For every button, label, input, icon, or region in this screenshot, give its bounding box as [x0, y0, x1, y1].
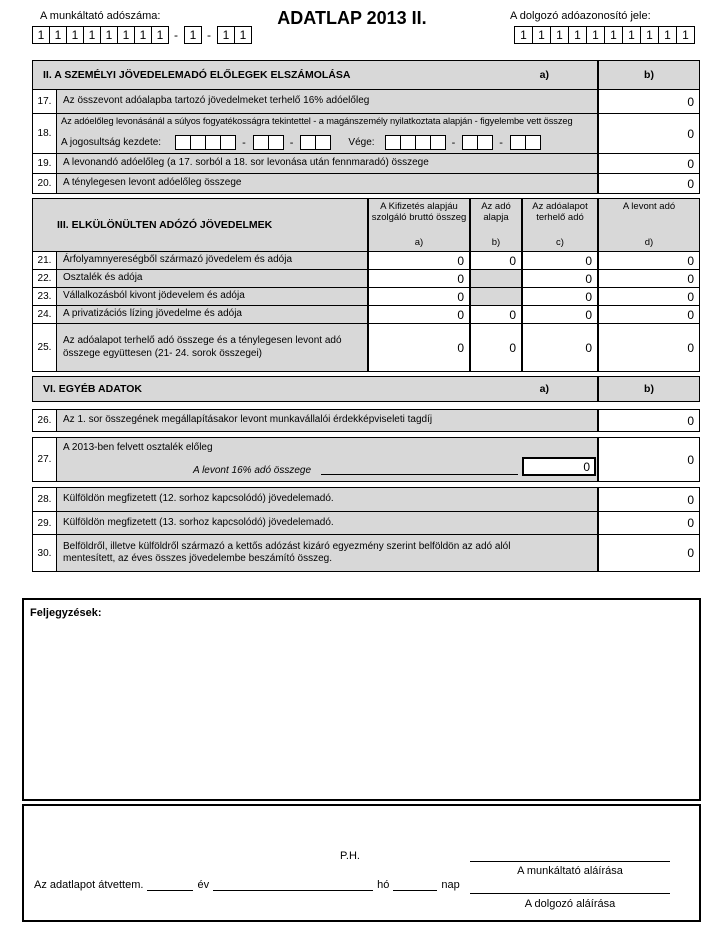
employee-signature-line[interactable]	[470, 878, 670, 894]
table-row	[33, 89, 699, 113]
date-box[interactable]	[385, 135, 401, 150]
col-header-letter: c)	[556, 237, 564, 249]
digit-box[interactable]: 1	[83, 26, 101, 44]
table-row	[33, 153, 699, 173]
employer-signature-line[interactable]	[470, 846, 670, 862]
row-number: 25.	[33, 324, 57, 371]
col-header-label: A levont adó	[622, 201, 676, 212]
value-cell-d[interactable]: 0	[597, 324, 699, 371]
row-number: 28.	[33, 488, 57, 511]
signature-box	[22, 804, 701, 922]
col-header-letter: a)	[414, 237, 424, 249]
row-label: Külföldön megfizetett (13. sorhoz kapcsolódó) jövedelemadó.	[57, 512, 597, 534]
dash-separator: -	[499, 136, 503, 149]
disabled-cell	[469, 288, 521, 305]
table-row	[33, 410, 699, 431]
row-label: Az 1. sor összegének megállapításakor levont munkavállalói érdekképviseleti tagdíj	[57, 410, 597, 431]
column-a-label: a)	[539, 69, 549, 81]
day-label: nap	[441, 879, 460, 891]
row-label: Az adóalapot terhelő adó összege és a ténylegesen levont adó összege együttesen (21- 24. sorok összegei)	[57, 324, 367, 371]
digit-box[interactable]: 1	[622, 26, 641, 44]
value-cell-c[interactable]: 0	[521, 288, 597, 305]
value-cell-a[interactable]: 0	[367, 306, 469, 323]
row-label: Belföldről, illetve külföldről származó a kettős adózást kizáró egyezmény szerint belföldön az adó alól mentesített, az éves összes jövedelembe beszámító összeg.	[57, 535, 597, 571]
date-box[interactable]	[315, 135, 331, 150]
row-27-sub-label: A levont 16% adó összege	[193, 465, 312, 476]
digit-box[interactable]: 1	[151, 26, 169, 44]
digit-box[interactable]: 1	[604, 26, 623, 44]
row-number: 26.	[33, 410, 57, 431]
value-cell[interactable]: 0	[597, 438, 699, 481]
date-box[interactable]	[430, 135, 446, 150]
date-box[interactable]	[510, 135, 526, 150]
row-27-amount-box[interactable]: 0	[522, 457, 596, 476]
value-cell-c[interactable]: 0	[521, 252, 597, 269]
column-b-label: b)	[597, 377, 699, 401]
eligibility-date-line	[61, 135, 593, 150]
row-label: A ténylegesen levont adóelőleg összege	[57, 174, 597, 193]
disabled-cell	[469, 270, 521, 287]
row-27-content	[57, 438, 597, 481]
date-box[interactable]	[415, 135, 431, 150]
digit-box[interactable]: 1	[184, 26, 202, 44]
row-27-underline	[321, 463, 518, 475]
value-cell[interactable]: 0	[597, 535, 699, 571]
value-cell[interactable]: 0	[597, 174, 699, 193]
year-blank-line[interactable]	[147, 878, 193, 891]
row-number: 19.	[33, 154, 57, 173]
col-header-letter: d)	[644, 237, 654, 249]
digit-box[interactable]: 1	[234, 26, 252, 44]
form-title: ADATLAP 2013 II.	[277, 8, 427, 28]
row-label: A privatizációs lízing jövedelme és adója	[57, 306, 367, 323]
value-cell-a[interactable]: 0	[367, 252, 469, 269]
digit-box[interactable]: 1	[640, 26, 659, 44]
stamp-ph-label: P.H.	[340, 850, 360, 862]
row-label: Az adóelőleg levonásánál a súlyos fogyatékosságra tekintettel - a magánszemély nyilatkoztata alapján - figyelembe vett összeg	[61, 116, 573, 126]
section-ii-header-left	[33, 61, 597, 89]
date-box[interactable]	[268, 135, 284, 150]
table-row	[33, 488, 699, 511]
dash-separator: -	[242, 136, 246, 149]
value-cell[interactable]: 0	[597, 512, 699, 534]
row-number: 22.	[33, 270, 57, 287]
column-header-a	[367, 199, 469, 251]
digit-box[interactable]: 1	[134, 26, 152, 44]
value-cell[interactable]: 0	[597, 90, 699, 113]
table-row	[33, 269, 699, 287]
table-row	[33, 511, 699, 534]
row-label: Árfolyamnyereségből származó jövedelem és adója	[57, 252, 367, 269]
table-row	[33, 438, 699, 481]
date-end-label: Vége:	[348, 137, 375, 148]
row-number: 23.	[33, 288, 57, 305]
value-cell-c[interactable]: 0	[521, 270, 597, 287]
section-iii-title: III. ELKÜLÖNÜLTEN ADÓZÓ JÖVEDELMEK	[33, 199, 367, 251]
day-blank-line[interactable]	[393, 878, 437, 891]
row-number: 18.	[33, 114, 57, 153]
section-vi-header-left	[33, 377, 597, 401]
notes-box[interactable]	[22, 598, 701, 801]
row-label: Osztalék és adója	[57, 270, 367, 287]
digit-box[interactable]: 1	[117, 26, 135, 44]
row-label: Az összevont adóalapba tartozó jövedelmeket terhelő 16% adóelőleg	[57, 90, 597, 113]
employee-tax-id-label: A dolgozó adóazonosító jele:	[510, 10, 651, 22]
table-row	[33, 287, 699, 305]
col-header-label: Az adó alapja	[481, 201, 511, 223]
date-box[interactable]	[477, 135, 493, 150]
value-cell-d[interactable]: 0	[597, 270, 699, 287]
row-label: Külföldön megfizetett (12. sorhoz kapcsolódó) jövedelemadó.	[57, 488, 597, 511]
value-cell-b[interactable]: 0	[469, 252, 521, 269]
year-label: év	[197, 879, 210, 891]
table-row	[33, 173, 699, 193]
month-label: hó	[377, 879, 390, 891]
employee-signature-label: A dolgozó aláírása	[524, 898, 616, 910]
digit-box[interactable]: 1	[676, 26, 695, 44]
date-box[interactable]	[220, 135, 236, 150]
section-vi-header	[33, 377, 699, 401]
digit-box[interactable]: 1	[32, 26, 50, 44]
section-ii-title: II. A SZEMÉLYI JÖVEDELEMADÓ ELŐLEGEK ELSZÁMOLÁSA	[43, 69, 351, 81]
row-number: 20.	[33, 174, 57, 193]
row-18-content	[57, 114, 597, 153]
value-cell-d[interactable]: 0	[597, 252, 699, 269]
section-vi-header-table	[32, 376, 700, 402]
rows-28-30-table	[32, 487, 700, 572]
employer-signature-label: A munkáltató aláírása	[517, 865, 623, 877]
row-number: 17.	[33, 90, 57, 113]
digit-box[interactable]: 1	[586, 26, 605, 44]
digit-box[interactable]: 1	[49, 26, 67, 44]
dash-separator: -	[207, 28, 211, 42]
digit-box[interactable]: 1	[66, 26, 84, 44]
date-start-label: A jogosultság kezdete:	[61, 137, 162, 148]
column-b-label: b)	[597, 61, 699, 89]
value-cell-a[interactable]: 0	[367, 288, 469, 305]
date-box[interactable]	[205, 135, 221, 150]
value-cell-b[interactable]: 0	[469, 306, 521, 323]
value-cell[interactable]: 0	[597, 114, 699, 153]
section-ii-table	[32, 60, 700, 194]
row-number: 29.	[33, 512, 57, 534]
dash-separator: -	[451, 136, 456, 149]
value-cell[interactable]: 0	[597, 410, 699, 431]
table-row	[33, 305, 699, 323]
notes-label: Feljegyzések:	[30, 607, 102, 619]
column-a-label: a)	[539, 383, 549, 395]
value-cell-d[interactable]: 0	[597, 306, 699, 323]
receipt-label: Az adatlapot átvettem.	[34, 879, 144, 891]
row-number: 27.	[33, 438, 57, 481]
date-box[interactable]	[190, 135, 206, 150]
date-box[interactable]	[253, 135, 269, 150]
value-cell[interactable]: 0	[597, 154, 699, 173]
row-label: A levonandó adóelőleg (a 17. sorból a 18. sor levonása után fennmaradó) összege	[57, 154, 597, 173]
receipt-line	[34, 878, 460, 891]
dash-separator: -	[174, 28, 178, 42]
table-row	[33, 323, 699, 371]
digit-box[interactable]: 1	[514, 26, 533, 44]
row-label: A 2013-ben felvett osztalék előleg	[63, 442, 213, 453]
digit-box[interactable]: 1	[658, 26, 677, 44]
value-cell-a[interactable]: 0	[367, 324, 469, 371]
date-box[interactable]	[175, 135, 191, 150]
section-ii-header	[33, 61, 699, 89]
row-number: 24.	[33, 306, 57, 323]
digit-box[interactable]: 1	[532, 26, 551, 44]
row-label: Vállalkozásból kivont jödevelem és adója	[57, 288, 367, 305]
value-cell-b[interactable]: 0	[469, 324, 521, 371]
section-vi-title: VI. EGYÉB ADATOK	[43, 383, 142, 395]
digit-box[interactable]: 1	[100, 26, 118, 44]
value-cell-a[interactable]: 0	[367, 270, 469, 287]
row-number: 30.	[33, 535, 57, 571]
row-26-table	[32, 409, 700, 432]
employee-tax-id-boxes	[514, 26, 694, 44]
column-header-d	[597, 199, 699, 251]
row-27-table	[32, 437, 700, 482]
value-cell-c[interactable]: 0	[521, 324, 597, 371]
month-blank-line[interactable]	[213, 878, 373, 891]
row-number: 21.	[33, 252, 57, 269]
column-header-b	[469, 199, 521, 251]
section-iii-table	[32, 198, 700, 372]
table-row	[33, 113, 699, 153]
dash-separator: -	[289, 136, 294, 149]
table-row	[33, 534, 699, 571]
row-27-sub-line	[63, 457, 596, 476]
value-cell-d[interactable]: 0	[597, 288, 699, 305]
value-cell-c[interactable]: 0	[521, 306, 597, 323]
digit-box[interactable]: 1	[217, 26, 235, 44]
col-header-letter: b)	[491, 237, 501, 249]
date-box[interactable]	[400, 135, 416, 150]
col-header-label: Az adóalapot terhelő adó	[532, 201, 588, 223]
employer-tax-number-label: A munkáltató adószáma:	[40, 10, 161, 22]
digit-box[interactable]: 1	[550, 26, 569, 44]
date-box[interactable]	[525, 135, 541, 150]
table-row	[33, 251, 699, 269]
column-header-c	[521, 199, 597, 251]
date-box[interactable]	[462, 135, 478, 150]
date-box[interactable]	[300, 135, 316, 150]
digit-box[interactable]: 1	[568, 26, 587, 44]
col-header-label: A Kifizetés alapjáu szolgáló bruttó összeg	[371, 201, 467, 223]
section-iii-header	[33, 199, 699, 251]
value-cell[interactable]: 0	[597, 488, 699, 511]
